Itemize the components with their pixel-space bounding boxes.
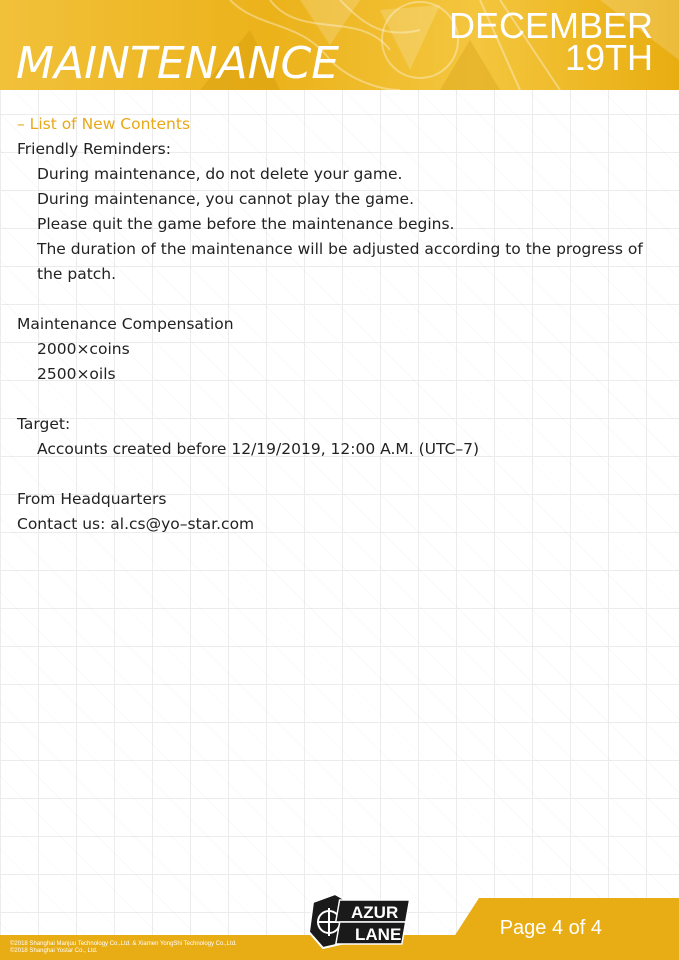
contact-text: Contact us: al.cs@yo–star.com [17,515,255,533]
header-banner [0,0,679,90]
reminder-item: During maintenance, do not delete your game. [37,165,403,183]
page-indicator: Page 4 of 4 [499,917,602,939]
compensation-item: 2000×coins [37,340,130,358]
reminders-heading: Friendly Reminders: [17,140,171,158]
copyright [10,941,237,955]
footer [0,898,679,960]
from-text: From Headquarters [17,490,167,508]
logo-text-lane: LANE [355,925,402,944]
copyright-line: ©2018 Shanghai Yostar Co., Ltd. [10,948,98,954]
header-date-month: DECEMBER [448,5,653,46]
header-date [448,5,653,78]
reminder-item: During maintenance, you cannot play the game. [37,190,414,208]
reminder-item: The duration of the maintenance will be adjusted according to the progress of the patch. [37,240,643,283]
azur-lane-logo [305,892,415,950]
target-heading: Target: [17,415,71,433]
logo-text-azur: AZUR [351,903,399,922]
notice-content [17,112,657,537]
header-date-day: 19TH [564,37,653,78]
header-title: MAINTENANCE [16,38,340,89]
copyright-line: ©2018 Shanghai Manjuu Technology Co.,Ltd. & Xiamen YongShi Technology Co.,Ltd. [10,941,237,947]
compensation-heading: Maintenance Compensation [17,315,234,333]
target-text: Accounts created before 12/19/2019, 12:00 A.M. (UTC–7) [37,440,480,458]
compensation-item: 2500×oils [37,365,116,383]
reminder-item: Please quit the game before the maintenance begins. [37,215,455,233]
new-contents-link[interactable]: – List of New Contents [17,115,191,133]
